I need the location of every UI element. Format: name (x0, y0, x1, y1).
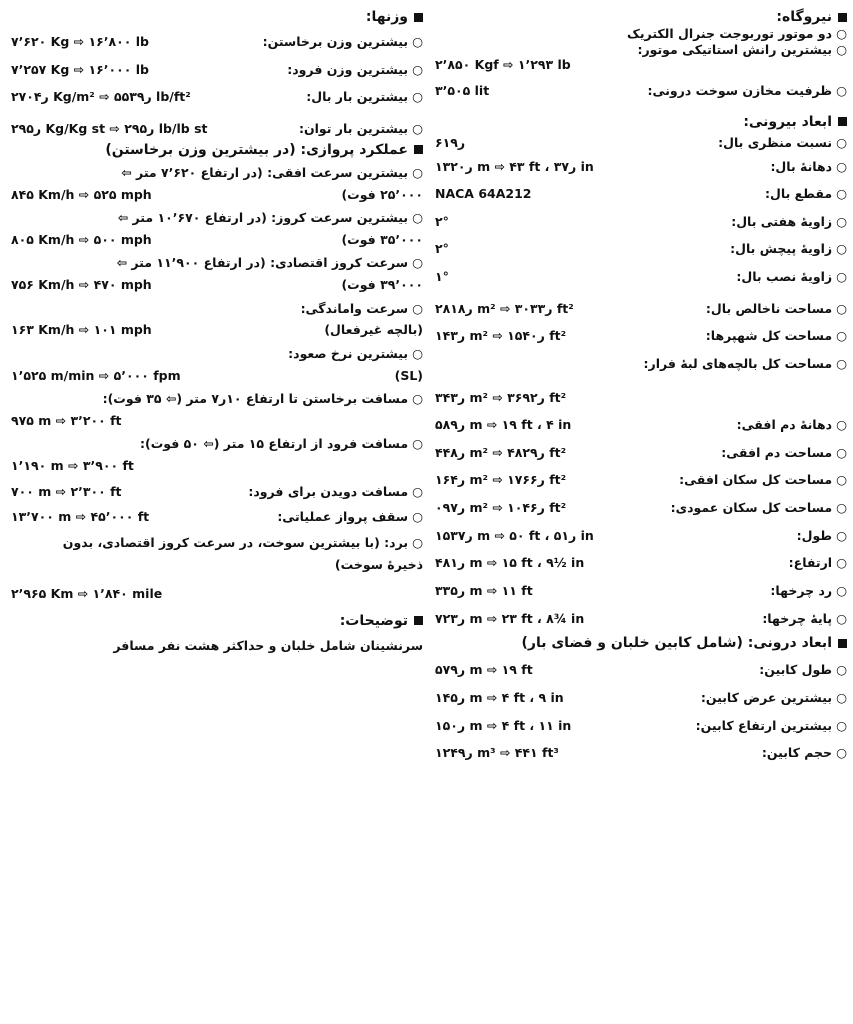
spec-row (11, 89, 423, 105)
spec-value: ۲٬۸۵۰ Kgf ⇨ ۱٬۲۹۳ lb (435, 57, 571, 73)
spec-row (435, 445, 847, 461)
spec-value: ۳٬۵۰۵ lit (435, 83, 490, 99)
spec-row (435, 135, 847, 151)
spec-value: ۱۵ر۳۷ m ⇨ ۵۰ ft ، ۵ر۱ in (435, 527, 594, 543)
spec-row (435, 241, 847, 257)
right-column (429, 8, 847, 1024)
spec-row (11, 121, 423, 137)
spec-value: ۷۵۶ Km/h ⇨ ۴۷۰ mph (11, 277, 152, 292)
spec-row (435, 328, 847, 344)
spec-value: ۸۴۵ Km/h ⇨ ۵۲۵ mph (11, 186, 152, 202)
powerplant-heading: نیروگاه: (435, 8, 847, 26)
spec-value: ۳ر۳۵ m ⇨ ۱۱ ft (435, 582, 533, 598)
notes-text: سرنشینان شامل خلبان و حداکثر هشت نفر مسافر (113, 637, 423, 653)
spec-value: ۱٬۱۹۰ m ⇨ ۳٬۹۰۰ ft (11, 458, 134, 473)
internal-dimensions-heading: ابعاد درونی: (شامل کابین خلبان و فضای بار) (435, 634, 847, 652)
range-line: ○ برد: (با بیشترین سوخت، در سرعت کروز اقتصادی، بدون (11, 535, 423, 551)
spec-value: ۲° (435, 213, 449, 229)
spec-label: ○ پایهٔ چرخها: (762, 611, 847, 627)
spec-row (435, 583, 847, 599)
external-dimensions-heading: ابعاد بیرونی: (435, 113, 847, 131)
spec-label: ○ بیشترین بار بال: (306, 89, 423, 105)
spec-row (435, 611, 847, 627)
spec-value: ۵ر۷۹ m ⇨ ۱۹ ft (435, 662, 533, 678)
spec-row (435, 356, 847, 372)
spec-value: ۱٬۵۲۵ m/min ⇨ ۵٬۰۰۰ fpm (11, 367, 181, 383)
range-line-2: ذخیرهٔ سوخت) (334, 556, 423, 572)
spec-label: ○ حجم کابین: (762, 745, 847, 761)
spec-label: ○ دهانهٔ بال: (770, 159, 847, 175)
range-value: ۲٬۹۶۵ Km ⇨ ۱٬۸۴۰ mile (11, 586, 163, 602)
spec-row (435, 500, 847, 516)
spec-label: ○ زاویهٔ نصب بال: (736, 269, 847, 285)
spec-label: ○ مساحت کل سکان عمودی: (671, 500, 847, 516)
weights-heading: وزنها: (11, 8, 423, 26)
spec-row (435, 417, 847, 433)
spec-label: ۲۵٬۰۰۰ فوت) (341, 186, 423, 202)
spec-row (11, 232, 423, 248)
spec-label: ○ مساحت کل شهپرها: (706, 328, 847, 344)
spec-label: ○ سقف پرواز عملیاتی: (277, 509, 423, 525)
spec-row (11, 187, 423, 203)
spec-label: (بالچه غیرفعال) (324, 322, 423, 338)
spec-value: ۱۳٬۷۰۰ m ⇨ ۴۵٬۰۰۰ ft (11, 509, 150, 525)
spec-row (435, 555, 847, 571)
spec-label: ○ مقطع بال: (765, 186, 847, 202)
spec-label: ○ بیشترین وزن فرود: (287, 62, 423, 78)
spec-label: ○ بیشترین عرض کابین: (701, 690, 847, 706)
spec-value: ۸۰۵ Km/h ⇨ ۵۰۰ mph (11, 231, 152, 247)
spec-row (11, 509, 423, 525)
spec-label: ○ ارتفاع: (789, 555, 847, 571)
left-column (11, 8, 429, 1024)
spec-value: ۲۸ر۱۸ m² ⇨ ۳۰۳ر۳ ft² (435, 300, 574, 316)
spec-value: ۹۷۵ m ⇨ ۳٬۲۰۰ ft (11, 412, 122, 428)
spec-label: ۳۵٬۰۰۰ فوت) (341, 231, 423, 247)
spec-row (435, 214, 847, 230)
spec-value: ۰ر۹۷ m² ⇨ ۱۰ر۴۶ ft² (435, 500, 567, 515)
performance-heading: عملکرد پروازی: (در بیشترین وزن برخاستن) (11, 141, 423, 159)
spec-row (435, 690, 847, 706)
spec-label: ○ مسافت دویدن برای فرود: (248, 484, 423, 500)
spec-row (11, 484, 423, 500)
spec-value: ۲۷۰ر۴ Kg/m² ⇨ ۵۵ر۳۹ lb/ft² (11, 89, 191, 105)
spec-value: ۷ر۲۳ m ⇨ ۲۳ ft ، ۸¾ in (435, 610, 585, 626)
spec-label: ○ زاویهٔ پیچش بال: (730, 241, 847, 257)
spec-label: ○ بیشترین بار توان: (299, 121, 423, 137)
spec-label: ○ مساحت دم افقی: (721, 445, 847, 461)
spec-row (11, 62, 423, 78)
spec-value: ۱ر۶۴ m² ⇨ ۱۷ر۶۶ ft² (435, 472, 567, 488)
spec-label: (SL) (394, 367, 423, 383)
perf-line: ○ بیشترین سرعت کروز: (در ارتفاع ۱۰٬۶۷۰ متر ⇦ (11, 210, 423, 226)
spec-label: ○ رد چرخها: (770, 583, 847, 599)
spec-value: ۱ر۴۵ m ⇨ ۴ ft ، ۹ in (435, 689, 564, 705)
spec-label: ○ مساحت ناخالص بال: (706, 301, 847, 317)
spec-value: ۷٬۶۲۰ Kg ⇨ ۱۶٬۸۰۰ lb (11, 34, 149, 50)
spec-value: ۴ر۸۱ m ⇨ ۱۵ ft ، ۹½ in (435, 555, 585, 571)
spec-row (435, 301, 847, 317)
spec-label: ○ دهانهٔ دم افقی: (737, 417, 847, 433)
perf-line: ○ بیشترین سرعت افقی: (در ارتفاع ۷٬۶۲۰ متر ⇦ (11, 165, 423, 181)
spec-value: ۱۶۳ Km/h ⇨ ۱۰۱ mph (11, 322, 152, 338)
spec-value: ۱ر۵۰ m ⇨ ۴ ft ، ۱۱ in (435, 717, 572, 733)
notes-heading: توضیحات: (11, 612, 423, 630)
spec-value: ۷٬۲۵۷ Kg ⇨ ۱۶٬۰۰۰ lb (11, 61, 149, 77)
spec-row (435, 159, 847, 175)
spec-value: ۱° (435, 269, 449, 284)
spec-value: ۲ر۹۵ Kg/Kg st ⇨ ۲ر۹۵ lb/lb st (11, 121, 208, 137)
spec-label: ○ طول کابین: (759, 662, 847, 678)
spec-row (435, 83, 847, 99)
spec-label: ○ بیشترین وزن برخاستن: (263, 34, 423, 50)
spec-row (435, 662, 847, 678)
spec-value: ۱ر۴۳ m² ⇨ ۱۵ر۴۰ ft² (435, 328, 567, 344)
spec-row (11, 277, 423, 293)
spec-value: ۶ر۱۹ (435, 134, 466, 150)
spec-value: ۱۲ر۴۹ m³ ⇨ ۴۴۱ ft³ (435, 745, 559, 761)
spec-value: ۲° (435, 241, 449, 257)
spec-row (435, 186, 847, 202)
spec-label: ○ نسبت منظری بال: (718, 135, 847, 151)
perf-line: ○ مسافت برخاستن تا ارتفاع ۱۰ر۷ متر (⇦ ۳۵ فوت): (11, 391, 423, 407)
spec-value: ۵ر۸۹ m ⇨ ۱۹ ft ، ۴ in (435, 417, 572, 433)
spec-row (11, 34, 423, 50)
spec-value: ۱۳ر۲۰ m ⇨ ۴۳ ft ، ۳ر۷ in (435, 158, 594, 174)
spec-value: ۳ر۴۳ m² ⇨ ۳۶ر۹۲ ft² (435, 389, 567, 405)
perf-line: ○ سرعت کروز اقتصادی: (در ارتفاع ۱۱٬۹۰۰ متر ⇦ (11, 255, 423, 271)
spec-label: ۳۹٬۰۰۰ فوت) (341, 277, 423, 292)
spec-row (435, 745, 847, 761)
spec-row (11, 368, 423, 384)
spec-label: ○ طول: (797, 528, 847, 544)
perf-line: ○ مسافت فرود از ارتفاع ۱۵ متر (⇦ ۵۰ فوت): (11, 436, 423, 452)
spec-label: ○ مساحت کل بالچه‌های لبهٔ فرار: (644, 356, 847, 372)
spec-label: ○ ظرفیت مخازن سوخت درونی: (648, 83, 847, 99)
spec-value: NACA 64A212 (435, 186, 532, 202)
spec-label: ○ بیشترین رانش استاتیکی موتور: (637, 42, 847, 58)
spec-row (435, 528, 847, 544)
spec-row (435, 718, 847, 734)
spec-row (435, 269, 847, 285)
spec-row (435, 26, 847, 42)
spec-value: ۴ر۴۸ m² ⇨ ۴۸ر۲۹ ft² (435, 444, 567, 460)
spec-row (11, 322, 423, 338)
perf-line: ○ سرعت واماندگی: (11, 301, 423, 317)
spec-value: ۷۰۰ m ⇨ ۲٬۳۰۰ ft (11, 483, 122, 499)
spec-row (435, 472, 847, 488)
spec-label: ○ بیشترین ارتفاع کابین: (696, 718, 847, 734)
spec-label: ○ مساحت کل سکان افقی: (679, 472, 847, 488)
spec-row (435, 42, 847, 58)
spec-label: ○ زاویهٔ هفتی بال: (731, 214, 847, 230)
perf-line: ○ بیشترین نرخ صعود: (11, 346, 423, 362)
spec-label: ○ دو موتور توربوجت جنرال الکتریک (627, 26, 847, 42)
